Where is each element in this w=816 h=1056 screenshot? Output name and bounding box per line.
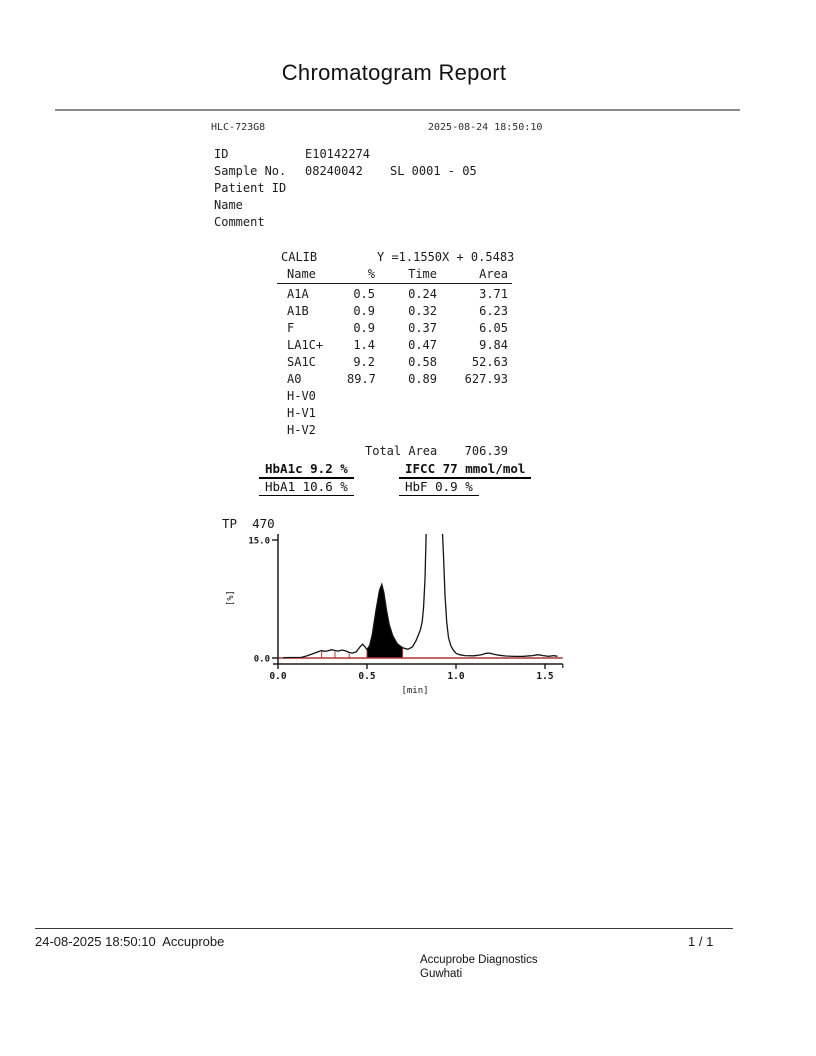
peak-cell: 0.24 [408, 287, 437, 301]
peak-cell: 52.63 [471, 355, 508, 369]
peak-cell: 0.9 [353, 304, 375, 318]
col-area: Area [479, 267, 508, 281]
peak-cell: 6.05 [479, 321, 508, 335]
peak-cell: 0.9 [353, 321, 375, 335]
ifcc-result: IFCC 77 mmol/mol [399, 461, 531, 479]
peak-cell: 6.23 [479, 304, 508, 318]
hba1-result: HbA1 10.6 % [259, 479, 354, 496]
peak-table-header [277, 267, 512, 284]
peak-cell [347, 389, 375, 406]
x-tick-label: 1.5 [536, 671, 554, 682]
peak-cell: SA1C [287, 355, 316, 369]
calib-label: CALIB [281, 250, 318, 264]
x-tick-label: 1.0 [447, 671, 465, 682]
peak-cell: 3.71 [479, 287, 508, 301]
hba1c-result: HbA1c 9.2 % [259, 461, 354, 479]
field-value: 08240042 [305, 164, 363, 178]
sample-field-row [214, 198, 390, 215]
peak-table [277, 267, 512, 440]
peak-row [277, 338, 512, 355]
peak-row [277, 355, 512, 372]
peak-cell: A1A [287, 287, 309, 301]
organization-block [420, 953, 538, 981]
peak-row [277, 372, 512, 389]
page-number: 1 / 1 [688, 934, 714, 949]
organization-city: Guwhati [420, 968, 463, 980]
peak-cell: A0 [287, 372, 302, 386]
peak-cell [437, 389, 508, 406]
peak-cell: 0.32 [408, 304, 437, 318]
peak-row [277, 423, 512, 440]
sample-field-row [214, 164, 477, 181]
peak-row [277, 287, 512, 304]
peak-cell: F [287, 321, 295, 335]
peak-cell: LA1C+ [287, 338, 324, 352]
col-time: Time [408, 267, 437, 281]
field-label: Name [214, 198, 243, 212]
y-tick-label: 0.0 [253, 654, 270, 665]
peak-cell [347, 423, 375, 440]
peak-cell [437, 406, 508, 423]
peak-cell: 0.37 [408, 321, 437, 335]
report-datetime: 2025-08-24 18:50:10 [428, 122, 543, 133]
peak-cell: H-V2 [287, 423, 316, 437]
col-name: Name [287, 267, 316, 281]
col-percent: % [367, 267, 375, 281]
peak-cell: 0.89 [408, 372, 437, 386]
y-axis-label: [%] [226, 590, 236, 606]
y-tick-label: 15.0 [248, 536, 270, 547]
peak-row [277, 321, 512, 338]
hbf-result: HbF 0.9 % [399, 479, 479, 496]
peak-cell [375, 406, 437, 423]
chromatogram-trace [283, 528, 557, 657]
sample-field-row [214, 147, 390, 164]
peak-cell: 627.93 [464, 372, 508, 386]
peak-cell [437, 423, 508, 440]
peak-row [277, 389, 512, 406]
total-area-value: 706.39 [464, 444, 508, 458]
x-axis-label: [min] [401, 686, 429, 696]
peak-cell: 89.7 [347, 372, 376, 386]
page-title: Chromatogram Report [281, 60, 507, 85]
x-tick-label: 0.0 [269, 671, 287, 682]
peak-row [277, 406, 512, 423]
peak-cell: 0.47 [408, 338, 437, 352]
field-label: Comment [214, 215, 265, 229]
field-label: ID [214, 147, 229, 161]
footer-divider [35, 928, 733, 929]
chromatogram-plot [210, 512, 570, 704]
sample-field-row [214, 215, 390, 232]
peak-cell: H-V1 [287, 406, 316, 420]
peak-cell: 0.58 [408, 355, 437, 369]
organization-name: Accuprobe Diagnostics [420, 954, 538, 966]
title-divider [55, 109, 740, 111]
peak-cell [375, 389, 437, 406]
device-model: HLC-723G8 [211, 122, 266, 133]
total-points-label: TP 470 [222, 516, 275, 531]
total-area-label: Total Area [365, 444, 438, 458]
field-value: E10142274 [305, 147, 371, 161]
peak-cell: 9.84 [479, 338, 508, 352]
peak-cell: 1.4 [353, 338, 375, 352]
field-extra: SL 0001 - 05 [390, 164, 477, 178]
peak-row [277, 304, 512, 321]
peak-cell: 0.5 [353, 287, 375, 301]
field-label: Sample No. [214, 164, 287, 178]
peak-cell [375, 423, 437, 440]
peak-cell: A1B [287, 304, 309, 318]
peak-cell: 9.2 [353, 355, 375, 369]
footer-datetime-operator: 24-08-2025 18:50:10 Accuprobe [35, 934, 225, 949]
peak-table-body [277, 287, 512, 440]
x-tick-label: 0.5 [358, 671, 376, 682]
field-label: Patient ID [214, 181, 287, 195]
calib-formula: Y =1.1550X + 0.5483 [377, 250, 515, 264]
sample-field-row [214, 181, 390, 198]
peak-cell [347, 406, 375, 423]
peak-cell: H-V0 [287, 389, 316, 403]
